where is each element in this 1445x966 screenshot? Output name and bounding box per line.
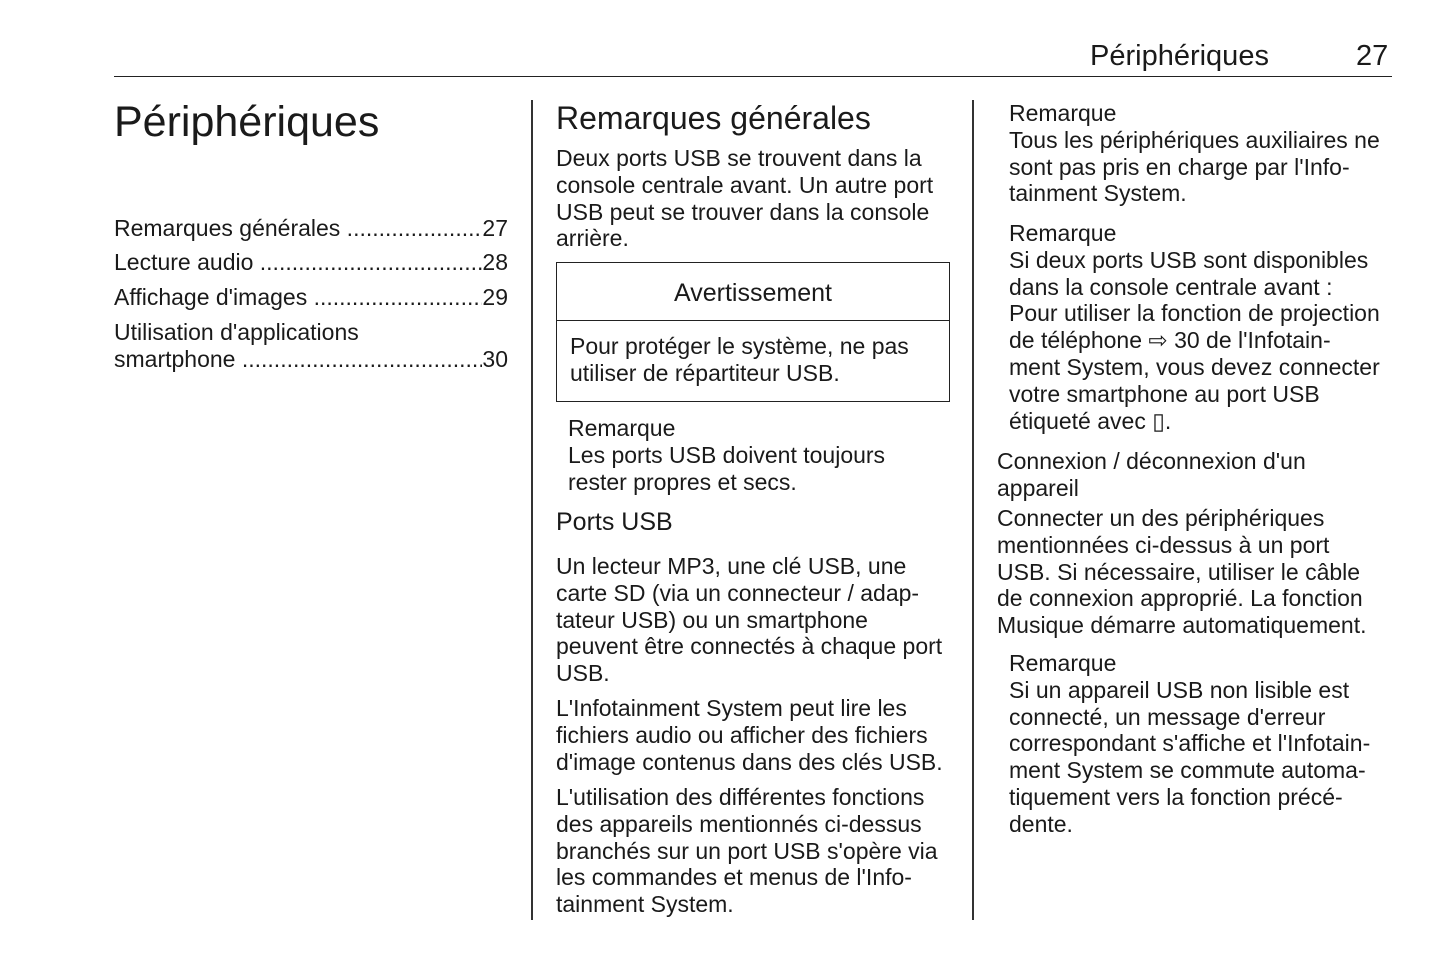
text-line: dente.	[1009, 810, 1073, 837]
text-line: branchés sur un port USB s'opère via	[556, 837, 938, 864]
text-line: ment System, vous devez connecter	[1009, 353, 1380, 380]
text-line: des appareils mentionnés ci-dessus	[556, 810, 922, 837]
toc-page: 29	[482, 284, 508, 310]
toc-label: Lecture audio .....	[114, 249, 482, 276]
section-heading: Ports USB	[556, 508, 673, 536]
toc-page: 30	[482, 345, 508, 372]
text-line: Si un appareil USB non lisible est	[1009, 676, 1350, 703]
toc-label: Utilisation d'applications	[114, 319, 359, 345]
text-line: dans la console centrale avant :	[1009, 273, 1333, 300]
text-line: Pour utiliser la fonction de projection	[1009, 300, 1380, 327]
text-line: sont pas pris en charge par l'Info-	[1009, 153, 1350, 180]
text-line: de téléphone ⇨ 30 de l'Infotain-	[1009, 327, 1331, 354]
text-line: USB. Si nécessaire, utiliser le câble	[997, 558, 1361, 585]
text-line: de connexion approprié. La fonction	[997, 585, 1363, 612]
text-line: tainment System.	[556, 891, 734, 918]
text-line: étiqueté avec ▯.	[1009, 407, 1172, 434]
section-heading: Remarques générales	[556, 100, 871, 136]
running-header-title: Périphériques	[1090, 40, 1269, 72]
text-line: Pour protéger le système, ne pas	[570, 333, 909, 359]
note	[1009, 650, 1370, 838]
note-text	[1009, 127, 1380, 207]
toc-page: 28	[482, 249, 508, 275]
note-text	[568, 442, 885, 496]
column-divider	[972, 100, 974, 920]
note-title: Remarque	[568, 415, 676, 441]
note	[568, 415, 885, 495]
text-line: console centrale avant. Un autre port	[556, 171, 934, 198]
text-line: ment System se commute automa-	[1009, 757, 1366, 784]
text-line: d'image contenus dans des clés USB.	[556, 748, 943, 775]
text-line: L'Infotainment System peut lire les	[556, 695, 907, 721]
text-line: tainment System.	[1009, 180, 1187, 207]
chapter-title: Périphériques	[114, 98, 380, 146]
text-line: USB peut se trouver dans la console	[556, 198, 930, 225]
toc-page: 27	[482, 215, 508, 241]
paragraph	[997, 505, 1366, 639]
toc-entry[interactable]	[114, 249, 508, 276]
text-line: appareil	[997, 474, 1079, 501]
warning-text	[557, 321, 949, 387]
text-line: correspondant s'affiche et l'Infotain-	[1009, 730, 1371, 757]
note	[1009, 220, 1380, 434]
toc-label: Affichage d'images .....	[114, 284, 482, 311]
text-line: utiliser de répartiteur USB.	[570, 359, 840, 386]
text-line: L'utilisation des différentes fonctions	[556, 784, 925, 810]
text-line: carte SD (via un connecteur / adap-	[556, 579, 920, 606]
toc-label: smartphone .....	[114, 346, 482, 373]
text-line: les commandes et menus de l'Info-	[556, 864, 912, 891]
page-number: 27	[1356, 40, 1389, 72]
text-line: Si deux ports USB sont disponibles	[1009, 246, 1369, 273]
text-line: USB.	[556, 660, 610, 687]
text-line: rester propres et secs.	[568, 468, 797, 495]
text-line: peuvent être connectés à chaque port	[556, 633, 943, 660]
warning-title: Avertissement	[557, 263, 949, 321]
text-line: mentionnées ci-dessus à un port	[997, 531, 1330, 558]
column-divider	[531, 100, 533, 920]
toc-entry[interactable]	[114, 319, 508, 372]
text-line: Connexion / déconnexion d'un	[997, 448, 1306, 474]
warning-box	[556, 262, 950, 402]
text-line: Tous les périphériques auxiliaires ne	[1009, 126, 1380, 153]
text-line: Connecter un des périphériques	[997, 505, 1325, 531]
note-text	[1009, 247, 1380, 435]
note	[1009, 100, 1380, 207]
subsection-heading	[997, 448, 1306, 502]
paragraph	[556, 784, 938, 918]
text-line: arrière.	[556, 225, 629, 252]
text-line: connecté, un message d'erreur	[1009, 703, 1326, 730]
text-line: tateur USB) ou un smartphone	[556, 606, 868, 633]
paragraph	[556, 695, 943, 775]
paragraph	[556, 553, 942, 687]
note-title: Remarque	[1009, 100, 1117, 126]
header-rule	[114, 76, 1392, 77]
text-line: fichiers audio ou afficher des fichiers	[556, 721, 928, 748]
note-text	[1009, 677, 1370, 838]
note-title: Remarque	[1009, 650, 1117, 676]
paragraph	[556, 145, 933, 252]
text-line: votre smartphone au port USB	[1009, 380, 1320, 407]
text-line: Les ports USB doivent toujours	[568, 441, 886, 468]
toc-entry[interactable]	[114, 284, 508, 311]
text-line: Un lecteur MP3, une clé USB, une	[556, 553, 907, 579]
toc-entry[interactable]	[114, 215, 508, 242]
note-title: Remarque	[1009, 220, 1117, 246]
text-line: tiquement vers la fonction précé-	[1009, 783, 1343, 810]
toc-label: Remarques générales .....	[114, 215, 482, 242]
text-line: Deux ports USB se trouvent dans la	[556, 145, 922, 171]
text-line: Musique démarre automatiquement.	[997, 612, 1367, 639]
